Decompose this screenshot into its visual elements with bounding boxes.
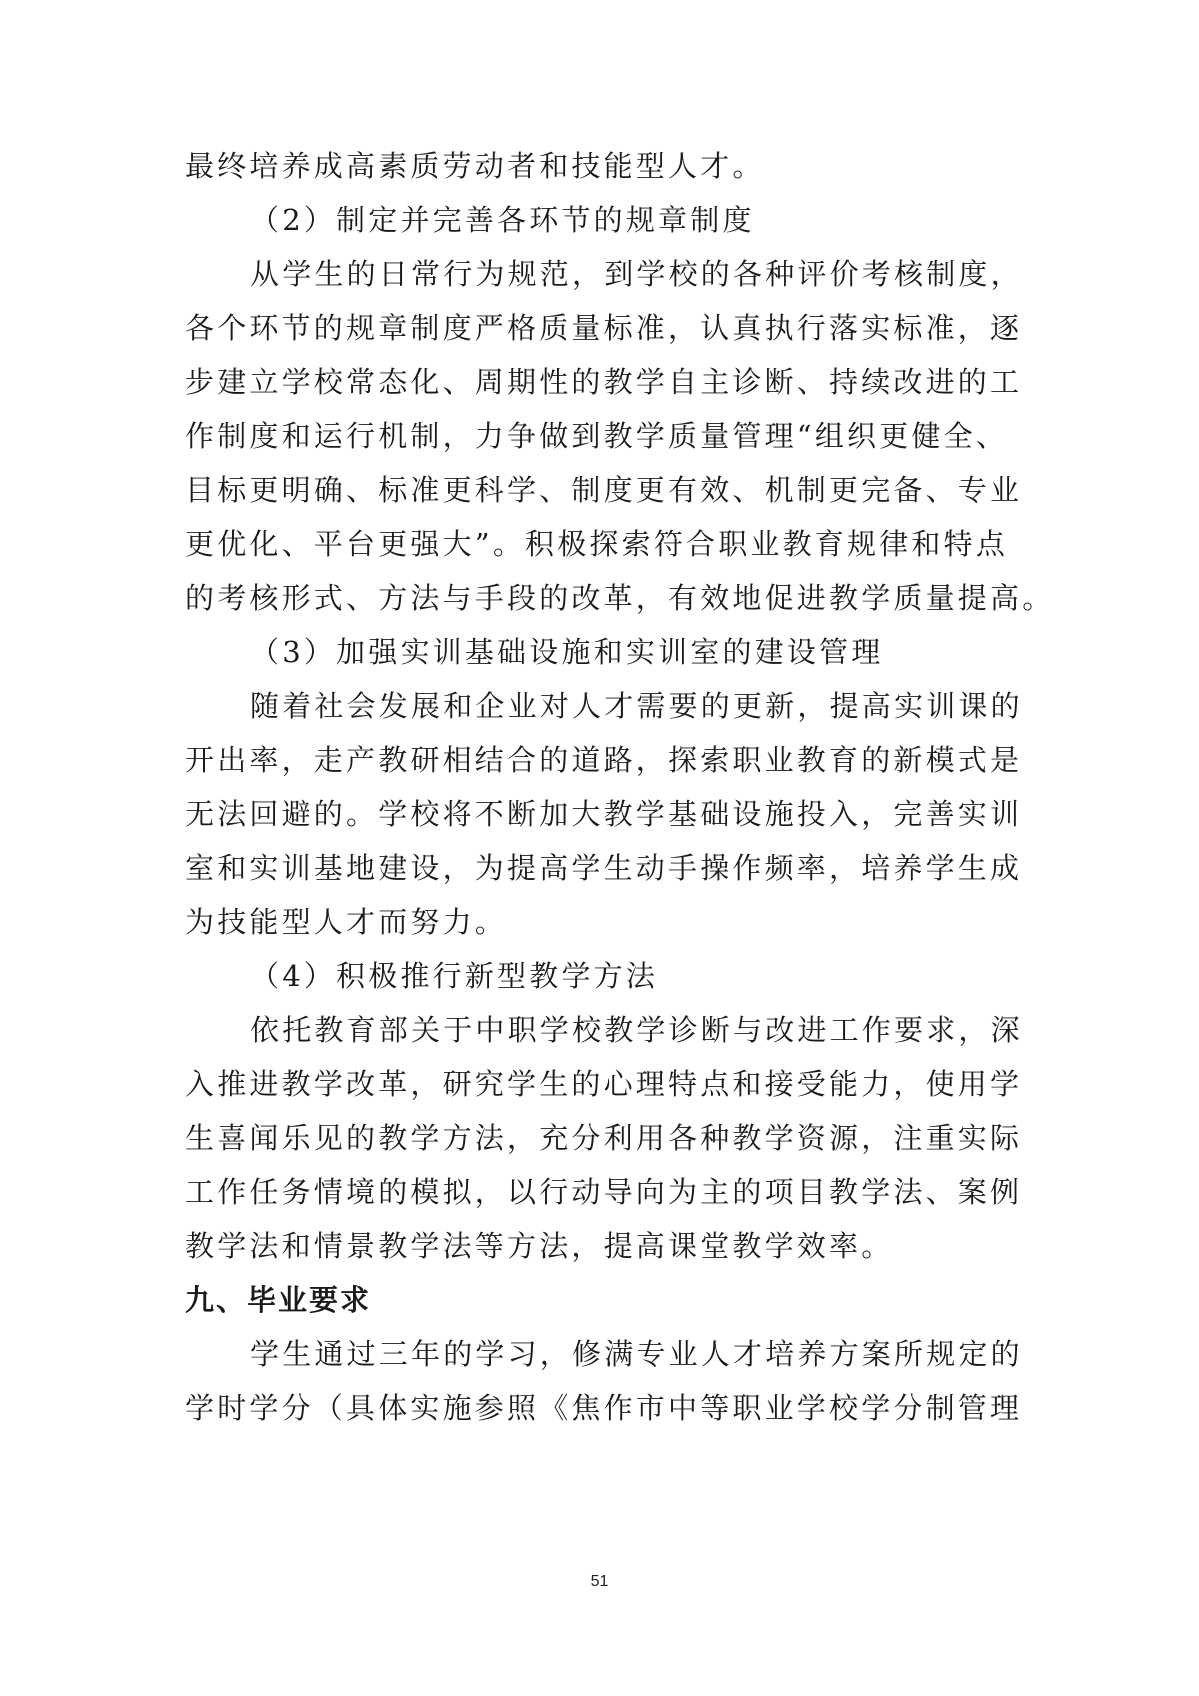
paragraph-line: 为技能型人才而努力。	[185, 905, 508, 939]
paragraph-line: 随着社会发展和企业对人才需要的更新，提高实训课的	[250, 689, 1023, 723]
paragraph-line: 入推进教学改革，研究学生的心理特点和接受能力，使用学	[185, 1067, 1023, 1101]
paragraph-line: 的考核形式、方法与手段的改革，有效地促进教学质量提高。	[185, 581, 1055, 615]
paragraph-line: 学生通过三年的学习，修满专业人才培养方案所规定的	[250, 1337, 1023, 1371]
section-heading: 九、毕业要求	[185, 1283, 372, 1317]
paragraph-line: 室和实训基地建设，为提高学生动手操作频率，培养学生成	[185, 851, 1023, 885]
paragraph-line: 教学法和情景教学法等方法，提高课堂教学效率。	[185, 1229, 894, 1263]
paragraph-line: 更优化、平台更强大”。积极探索符合职业教育规律和特点	[185, 527, 1009, 561]
paragraph-line: 各个环节的规章制度严格质量标准，认真执行落实标准，逐	[185, 311, 1023, 345]
paragraph-line: 工作任务情境的模拟，以行动导向为主的项目教学法、案例	[185, 1175, 1023, 1209]
paragraph-line: 学时学分（具体实施参照《焦作市中等职业学校学分制管理	[185, 1391, 1023, 1425]
paragraph-line: 步建立学校常态化、周期性的教学自主诊断、持续改进的工	[185, 365, 1023, 399]
paragraph-line: 从学生的日常行为规范，到学校的各种评价考核制度，	[250, 257, 1023, 291]
subsection-heading: （4）积极推行新型教学方法	[250, 959, 659, 993]
paragraph-line: 最终培养成高素质劳动者和技能型人才。	[185, 149, 765, 183]
paragraph-line: 依托教育部关于中职学校教学诊断与改进工作要求，深	[250, 1013, 1023, 1047]
page-number: 51	[590, 1573, 609, 1590]
paragraph-line: 生喜闻乐见的教学方法，充分利用各种教学资源，注重实际	[185, 1121, 1023, 1155]
paragraph-line: 目标更明确、标准更科学、制度更有效、机制更完备、专业	[185, 473, 1023, 507]
subsection-heading: （2）制定并完善各环节的规章制度	[250, 203, 755, 237]
paragraph-line: 无法回避的。学校将不断加大教学基础设施投入，完善实训	[185, 797, 1023, 831]
subsection-heading: （3）加强实训基础设施和实训室的建设管理	[250, 635, 884, 669]
paragraph-line: 作制度和运行机制，力争做到教学质量管理“组织更健全、	[185, 419, 1009, 453]
paragraph-line: 开出率，走产教研相结合的道路，探索职业教育的新模式是	[185, 743, 1023, 777]
